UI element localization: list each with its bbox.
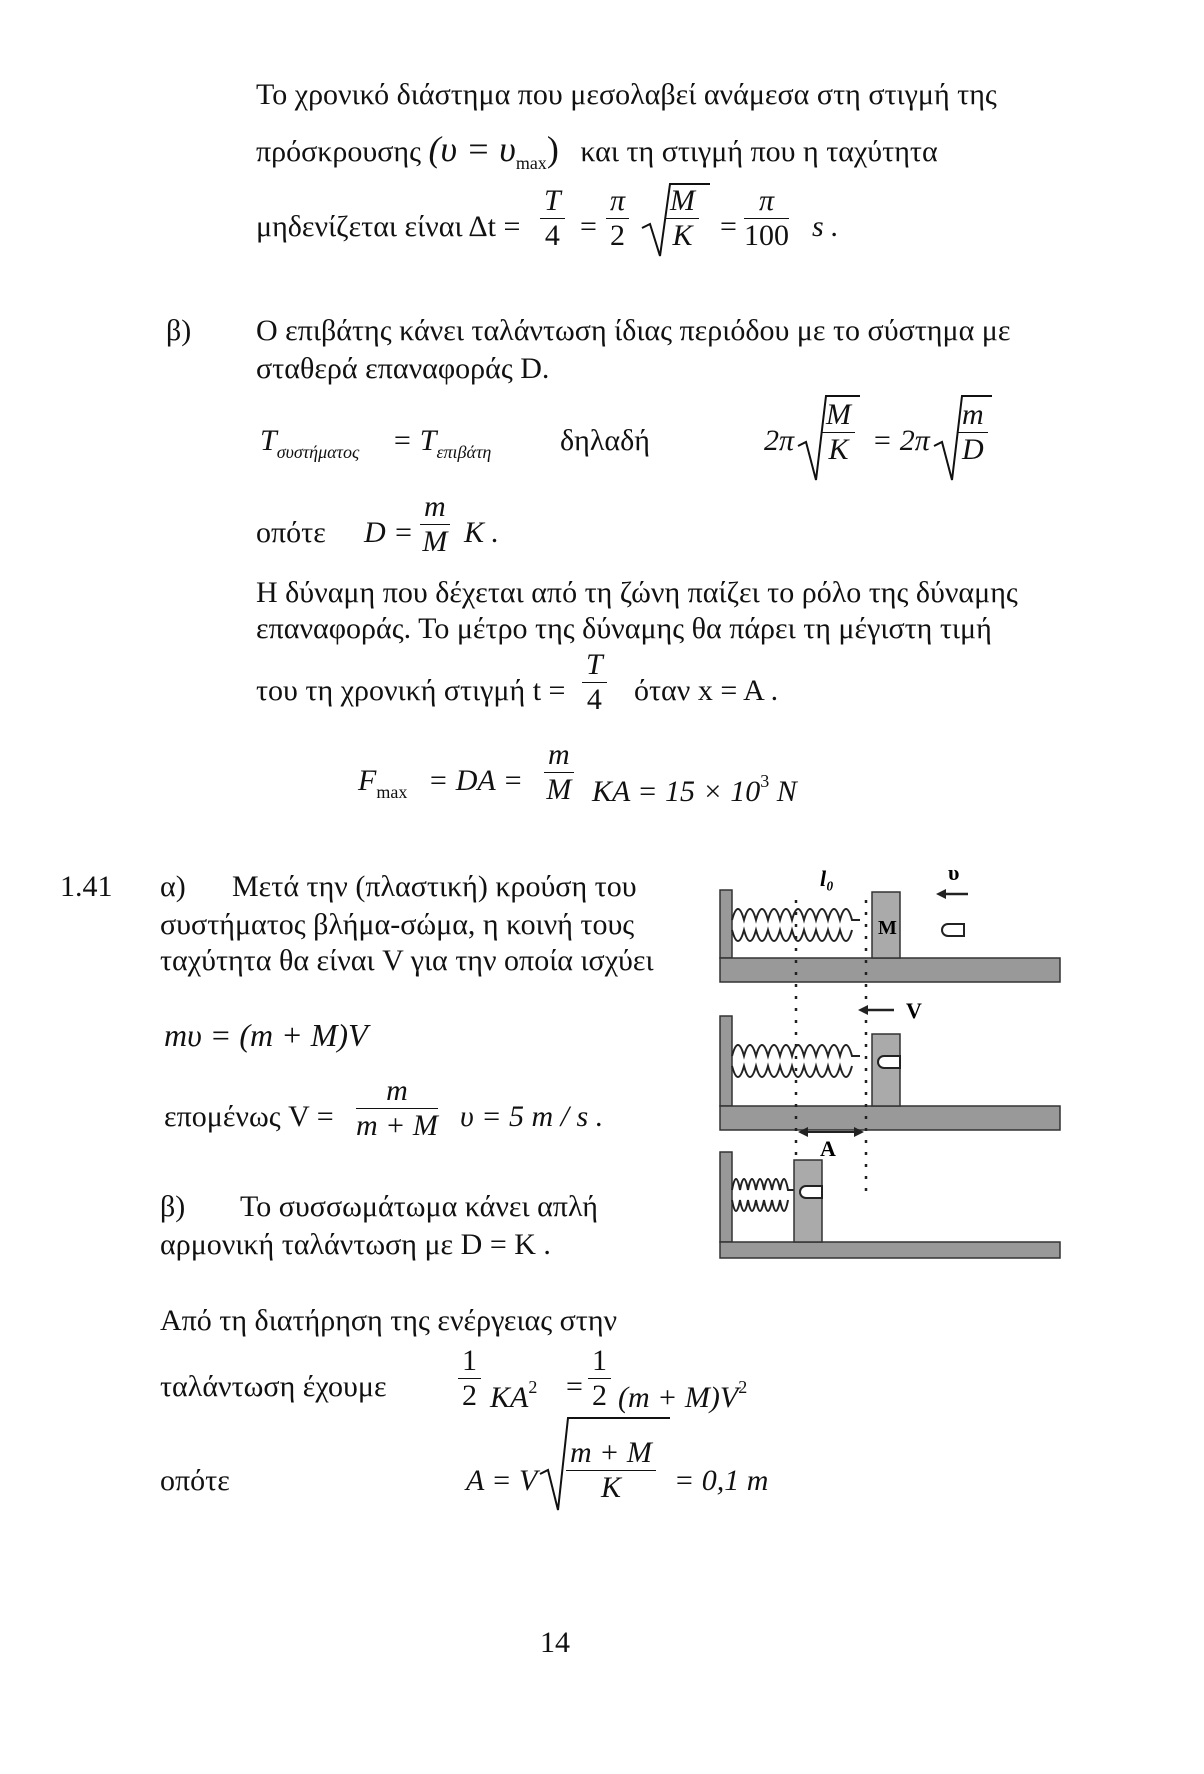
fraction [540,184,565,253]
text-line [256,129,938,180]
fraction [420,490,450,559]
fraction [666,184,699,253]
numerator: m [544,738,574,773]
numerator: M [822,398,855,433]
math-eq: = [566,1370,583,1403]
math-eq: = [580,210,597,243]
fraction [606,184,629,253]
math-symbol: = 2π [872,424,930,457]
numerator: M [666,184,699,219]
denominator: K [600,1471,621,1504]
fraction [566,1436,656,1505]
denominator: K [672,219,693,252]
text-fragment: οπότε [160,1464,230,1497]
math-expression: (υ = υ [428,129,516,169]
math-eq: = [720,210,737,243]
math-symbol: KA = 15 × 10 [592,775,761,808]
math-superscript: 2 [738,1377,748,1397]
denominator: 2 [610,219,626,252]
math-paren-close: ) [546,129,559,169]
section-label: β) [166,314,192,347]
math-symbol: υ = 5 m / s . [460,1100,604,1133]
math-symbol: K . [464,516,500,549]
numerator: m [420,490,450,525]
math-KA2 [490,1370,537,1415]
math-superscript: 2 [528,1377,538,1397]
math-symbol: T [260,424,277,457]
amplitude-label: A [820,1136,836,1161]
text-line: μηδενίζεται είναι Δt = [256,210,521,243]
setup-max-compression [720,1152,1060,1258]
text-line: όταν x = A . [634,674,779,707]
fraction [582,648,607,717]
denominator: 2 [592,1379,607,1412]
text-line: συστήματος βλήμα-σώμα, η κοινή τους [160,908,635,941]
denominator: 100 [744,219,789,252]
denominator: M [422,525,448,558]
numerator: 1 [588,1344,611,1379]
math-symbol: 2π [764,424,795,457]
math-paren [428,129,559,173]
math-subscript: επιβάτη [436,442,492,462]
math-T-passenger [392,424,491,469]
math-T-system [260,424,359,469]
fraction [958,398,988,467]
fraction [744,184,789,253]
denominator: 4 [544,219,560,252]
text-line: Από τη διατήρηση της ενέργειας στην [160,1304,618,1337]
numerator: m [356,1074,438,1109]
text-line: επαναφοράς. Το μέτρο της δύναμης θα πάρει τη μέγιστη τιμή [256,612,992,645]
math-Fmax [358,764,407,809]
math-subscript: συστήματος [276,442,360,462]
section-label: β) [160,1190,186,1223]
text-line: του τη χρονική στιγμή t = [256,674,566,707]
math-momentum: mυ = (m + M)V [164,1017,368,1053]
text-fragment: επομένως V = [164,1100,334,1133]
block-label: M [878,917,897,939]
math-superscript: 3 [760,771,770,791]
denominator: m + M [356,1109,438,1142]
numerator: T [540,184,565,219]
text-line: Ο επιβάτης κάνει ταλάντωση ίδιας περιόδου με το σύστημα με [256,314,1011,347]
math-mMV2 [618,1370,747,1415]
text-fragment: πρόσκρουσης [256,135,421,168]
unit: s . [812,210,839,243]
numerator: π [606,184,629,219]
math-symbol: = 0,1 m [674,1464,769,1497]
page-number: 14 [540,1626,570,1659]
fraction [588,1344,611,1413]
text-line: σταθερά επαναφοράς D. [256,352,550,385]
text-line: ταλάντωση έχουμε [160,1370,387,1403]
math-symbol: (m + M)V [618,1381,739,1414]
denominator: M [546,773,572,806]
denominator: K [828,433,849,466]
numerator: π [744,184,789,219]
text-line: Μετά την (πλαστική) κρούση του [232,870,637,903]
math-symbol: D = [364,516,414,549]
text-line: Η δύναμη που δέχεται από τη ζώνη παίζει το ρόλο της δύναμης [256,576,1018,609]
denominator: 4 [586,683,602,716]
math-symbol: A = V [466,1464,538,1497]
common-velocity-label: V [906,998,922,1023]
denominator: D [962,433,984,466]
problem-number: 1.41 [60,870,113,903]
fraction [822,398,855,467]
numerator: T [582,648,607,683]
setup-after-collision [720,1005,1060,1130]
text-line: Το συσσωμάτωμα κάνει απλή [240,1190,598,1223]
math-subscript: max [376,782,408,802]
text-fragment: και τη στιγμή που η ταχύτητα [580,135,938,168]
numerator: 1 [458,1344,481,1379]
unit: N [776,775,797,808]
velocity-label: υ [948,860,960,885]
fraction [544,738,574,807]
text-line: ταχύτητα θα είναι V για την οποία ισχύει [160,944,654,977]
math-symbol: = DA = [428,764,523,797]
text-fragment: δηλαδή [560,424,650,457]
text-fragment: οπότε [256,516,326,549]
numerator: m + M [566,1436,656,1471]
text-line: αρμονική ταλάντωση με D = K . [160,1228,551,1261]
spring-block-figure [710,860,1080,1260]
numerator: m [958,398,988,433]
math-subscript: max [515,153,547,173]
fraction [356,1074,438,1143]
math-symbol: F [358,764,377,797]
math-symbol: = T [392,424,437,457]
math-Fmax-rest [592,764,797,809]
denominator: 2 [462,1379,477,1412]
natural-length-label: l₀ [820,866,834,891]
section-label: α) [160,870,186,903]
math-symbol: KA [490,1381,529,1414]
fraction [458,1344,481,1413]
text-line: Το χρονικό διάστημα που μεσολαβεί ανάμεσα στη στιγμή της [256,78,997,111]
